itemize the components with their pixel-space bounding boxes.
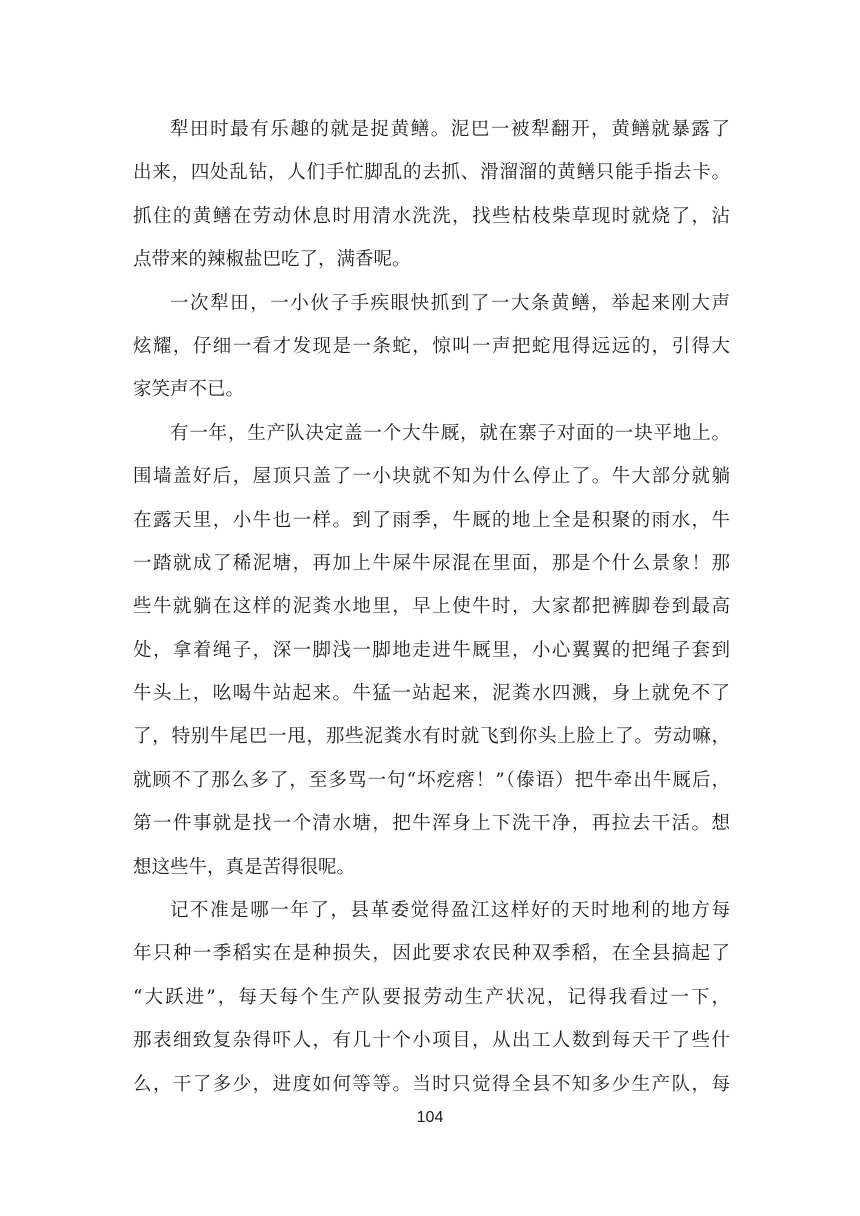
page-number: 104	[416, 1109, 444, 1126]
text-line: 牛头上，吆喝牛站起来。牛猛一站起来，泥粪水四溅，身上就免不了	[133, 683, 730, 705]
text-line: 抓住的黄鳝在劳动休息时用清水洗洗，找些枯枝柴草现时就烧了，沾	[133, 205, 730, 227]
paragraph-2	[133, 282, 730, 412]
text-line: 年只种一季稻实在是种损失，因此要求农民种双季稻，在全县搞起了	[133, 943, 730, 965]
text-line: 么，干了多少，进度如何等等。当时只觉得全县不知多少生产队，每	[133, 1073, 730, 1095]
text-line: 点带来的辣椒盐巴吃了，满香呢。	[133, 249, 411, 271]
text-line: 一次犁田，一小伙子手疾眼快抓到了一大条黄鳝，举起来刚大声	[170, 292, 730, 314]
text-line: 处，拿着绳子，深一脚浅一脚地走进牛厩里，小心翼翼的把绳子套到	[133, 639, 730, 661]
text-line: 那表细致复杂得吓人，有几十个小项目，从出工人数到每天干了些什	[133, 1030, 730, 1052]
text-line: “大跃进”，每天每个生产队要报劳动生产状况，记得我看过一下，	[133, 986, 730, 1008]
text-line: 一踏就成了稀泥塘，再加上牛屎牛尿混在里面，那是个什么景象！那	[133, 552, 730, 574]
paragraph-3	[133, 412, 730, 889]
paragraph-1	[133, 108, 730, 282]
text-line: 就顾不了那么多了，至多骂一句“坏疙瘩！”（傣语）把牛牵出牛厩后，	[133, 769, 730, 791]
text-line: 有一年，生产队决定盖一个大牛厩，就在寨子对面的一块平地上。	[170, 422, 730, 444]
text-line: 想这些牛，真是苦得很呢。	[133, 856, 356, 878]
text-line: 些牛就躺在这样的泥粪水地里，早上使牛时，大家都把裤脚卷到最高	[133, 596, 730, 618]
text-line: 了，特别牛尾巴一甩，那些泥粪水有时就飞到你头上脸上了。劳动嘛，	[133, 726, 730, 748]
text-line: 围墙盖好后，屋顶只盖了一小块就不知为什么停止了。牛大部分就躺	[133, 466, 730, 488]
text-line: 在露天里，小牛也一样。到了雨季，牛厩的地上全是积聚的雨水，牛	[133, 509, 730, 531]
text-line: 第一件事就是找一个清水塘，把牛浑身上下洗干净，再拉去干活。想	[133, 813, 730, 835]
text-line: 记不准是哪一年了，县革委觉得盈江这样好的天时地利的地方每	[170, 900, 730, 922]
text-line: 犁田时最有乐趣的就是捉黄鳝。泥巴一被犁翻开，黄鳝就暴露了	[170, 119, 730, 140]
text-line: 出来，四处乱钻，人们手忙脚乱的去抓、滑溜溜的黄鳝只能手指去卡。	[133, 162, 730, 184]
text-line: 家笑声不已。	[133, 379, 245, 401]
page-body	[133, 108, 730, 1106]
paragraph-4	[133, 889, 730, 1106]
text-line: 炫耀，仔细一看才发现是一条蛇，惊叫一声把蛇甩得远远的，引得大	[133, 335, 730, 357]
